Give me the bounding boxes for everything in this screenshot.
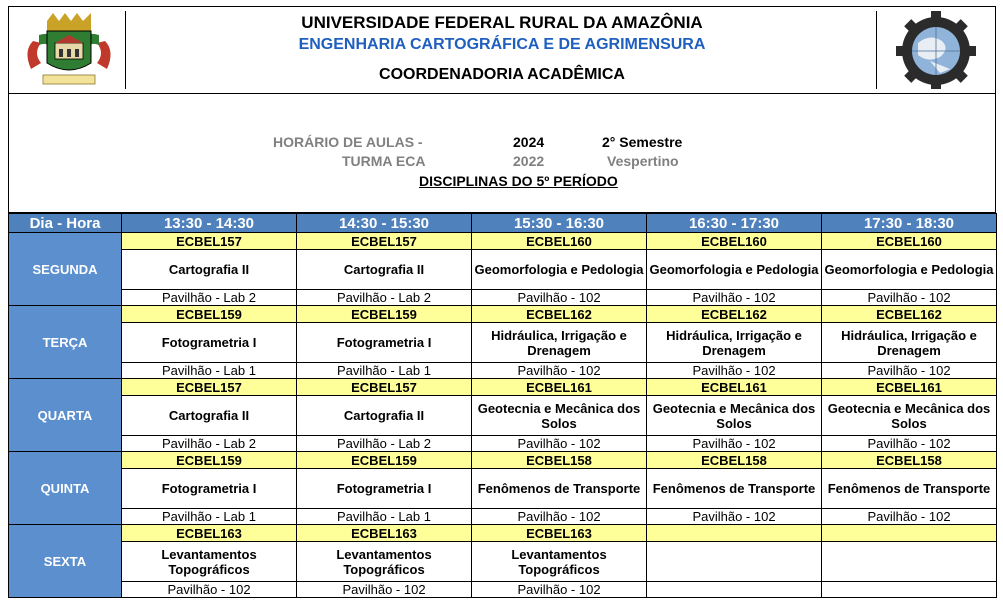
course-code: ECBEL163 — [472, 525, 647, 542]
course-room: Pavilhão - 102 — [472, 582, 647, 598]
code-row — [9, 525, 997, 542]
course-room: Pavilhão - 102 — [472, 363, 647, 379]
course-room: Pavilhão - 102 — [647, 436, 822, 452]
day-label: SEXTA — [9, 525, 122, 598]
course-code: ECBEL161 — [472, 379, 647, 396]
course-name: Geomorfologia e Pedologia — [472, 250, 647, 290]
course-name: Cartografia II — [122, 250, 297, 290]
name-row — [9, 396, 997, 436]
day-label: SEGUNDA — [9, 233, 122, 306]
shift: Vespertino — [607, 153, 679, 169]
header — [8, 6, 996, 94]
course-code: ECBEL161 — [647, 379, 822, 396]
course-name: Fenômenos de Transporte — [647, 469, 822, 509]
year: 2024 — [513, 134, 545, 150]
schedule-page — [8, 6, 996, 607]
name-row — [9, 250, 997, 290]
course-room: Pavilhão - 102 — [822, 436, 997, 452]
course-name: Levantamentos Topográficos — [122, 542, 297, 582]
schedule-info — [8, 93, 996, 213]
day-label: TERÇA — [9, 306, 122, 379]
room-row — [9, 509, 997, 525]
code-row — [9, 452, 997, 469]
course-code: ECBEL159 — [297, 452, 472, 469]
course-code: ECBEL158 — [472, 452, 647, 469]
course-room: Pavilhão - 102 — [472, 436, 647, 452]
course-code: ECBEL159 — [122, 452, 297, 469]
course-code: ECBEL158 — [822, 452, 997, 469]
semester: 2° Semestre — [602, 134, 683, 150]
course-name: Fenômenos de Transporte — [822, 469, 997, 509]
course-code: ECBEL159 — [297, 306, 472, 323]
slot-header: 15:30 - 16:30 — [472, 214, 647, 233]
room-row — [9, 363, 997, 379]
course-room: Pavilhão - Lab 2 — [297, 436, 472, 452]
course-name: Hidráulica, Irrigação e Drenagem — [472, 323, 647, 363]
course-name: Fotogrametria I — [297, 323, 472, 363]
course-name: Geotecnia e Mecânica dos Solos — [472, 396, 647, 436]
course-title: ENGENHARIA CARTOGRÁFICA E DE AGRIMENSURA — [298, 36, 706, 53]
course-code: ECBEL162 — [822, 306, 997, 323]
room-row — [9, 290, 997, 306]
course-gear-globe-logo — [876, 11, 995, 89]
course-room-empty — [822, 582, 997, 598]
course-code: ECBEL158 — [647, 452, 822, 469]
course-room: Pavilhão - 102 — [472, 290, 647, 306]
room-row — [9, 582, 997, 598]
course-name-empty — [647, 542, 822, 582]
slot-header: 17:30 - 18:30 — [822, 214, 997, 233]
name-row — [9, 323, 997, 363]
course-name: Cartografia II — [122, 396, 297, 436]
course-name: Cartografia II — [297, 396, 472, 436]
course-room: Pavilhão - 102 — [122, 582, 297, 598]
course-name: Fotogrametria I — [122, 323, 297, 363]
course-name: Fotogrametria I — [297, 469, 472, 509]
day-label: QUARTA — [9, 379, 122, 452]
course-code: ECBEL157 — [122, 379, 297, 396]
course-room: Pavilhão - 102 — [472, 509, 647, 525]
course-room: Pavilhão - Lab 2 — [297, 290, 472, 306]
code-row — [9, 379, 997, 396]
course-name: Levantamentos Topográficos — [472, 542, 647, 582]
course-code: ECBEL160 — [472, 233, 647, 250]
course-room: Pavilhão - 102 — [647, 290, 822, 306]
slot-header: 13:30 - 14:30 — [122, 214, 297, 233]
course-name: Geomorfologia e Pedologia — [647, 250, 822, 290]
course-name: Cartografia II — [297, 250, 472, 290]
course-code: ECBEL160 — [822, 233, 997, 250]
code-row — [9, 306, 997, 323]
course-name: Hidráulica, Irrigação e Drenagem — [822, 323, 997, 363]
course-name: Levantamentos Topográficos — [297, 542, 472, 582]
course-name: Geomorfologia e Pedologia — [822, 250, 997, 290]
course-name-empty — [822, 542, 997, 582]
course-code: ECBEL162 — [647, 306, 822, 323]
day-label: QUINTA — [9, 452, 122, 525]
header-row — [9, 214, 997, 233]
period-subtitle: DISCIPLINAS DO 5º PERÍODO — [419, 173, 618, 189]
course-room: Pavilhão - 102 — [647, 509, 822, 525]
course-room: Pavilhão - 102 — [822, 363, 997, 379]
course-name: Fotogrametria I — [122, 469, 297, 509]
slot-header: 16:30 - 17:30 — [647, 214, 822, 233]
course-room: Pavilhão - 102 — [822, 290, 997, 306]
corner-header: Dia - Hora — [9, 214, 122, 233]
course-name: Hidráulica, Irrigação e Drenagem — [647, 323, 822, 363]
course-name: Geotecnia e Mecânica dos Solos — [822, 396, 997, 436]
slot-header: 14:30 - 15:30 — [297, 214, 472, 233]
course-name: Fenômenos de Transporte — [472, 469, 647, 509]
course-code: ECBEL157 — [297, 233, 472, 250]
course-room: Pavilhão - Lab 1 — [122, 363, 297, 379]
course-code: ECBEL163 — [297, 525, 472, 542]
course-room: Pavilhão - Lab 1 — [297, 509, 472, 525]
course-room: Pavilhão - 102 — [647, 363, 822, 379]
course-room: Pavilhão - Lab 2 — [122, 290, 297, 306]
course-name: Geotecnia e Mecânica dos Solos — [647, 396, 822, 436]
name-row — [9, 542, 997, 582]
code-row — [9, 233, 997, 250]
course-code: ECBEL161 — [822, 379, 997, 396]
course-room: Pavilhão - Lab 1 — [122, 509, 297, 525]
course-code: ECBEL163 — [122, 525, 297, 542]
course-code: ECBEL159 — [122, 306, 297, 323]
course-room: Pavilhão - 102 — [297, 582, 472, 598]
class-label: TURMA ECA — [342, 153, 426, 169]
schedule-label: HORÁRIO DE AULAS - — [273, 134, 423, 150]
course-code: ECBEL157 — [122, 233, 297, 250]
course-room: Pavilhão - 102 — [822, 509, 997, 525]
university-title: UNIVERSIDADE FEDERAL RURAL DA AMAZÔNIA — [301, 13, 703, 32]
department-title: COORDENADORIA ACADÊMICA — [379, 66, 625, 83]
room-row — [9, 436, 997, 452]
name-row — [9, 469, 997, 509]
course-code-empty — [822, 525, 997, 542]
course-room: Pavilhão - Lab 2 — [122, 436, 297, 452]
course-room-empty — [647, 582, 822, 598]
course-code-empty — [647, 525, 822, 542]
course-code: ECBEL160 — [647, 233, 822, 250]
class-year: 2022 — [513, 153, 545, 169]
schedule-table — [8, 213, 997, 598]
course-room: Pavilhão - Lab 1 — [297, 363, 472, 379]
course-code: ECBEL157 — [297, 379, 472, 396]
course-code: ECBEL162 — [472, 306, 647, 323]
